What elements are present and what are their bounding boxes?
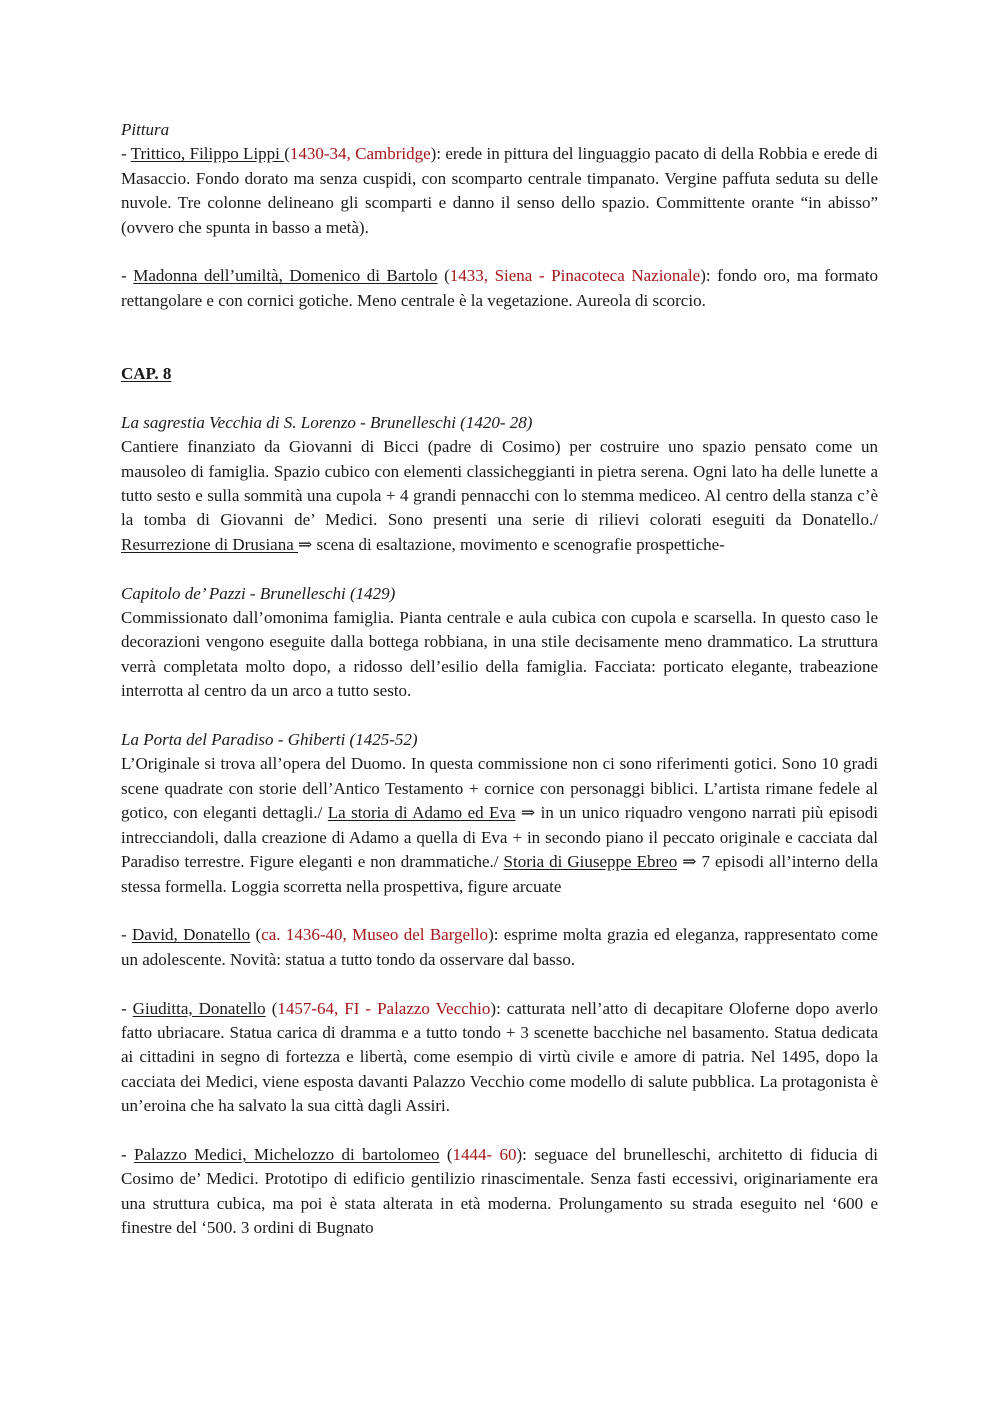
paragraph-pazzi: Commissionato dall’omonima famiglia. Pianta centrale e aula cubica con cupola e scarsella. In questo caso le decorazioni vengono eseguite dalla bottega robbiana, in una stile decisamente meno drammatico. La struttura verrà completata molto dopo, a ridosso dell’esilio della famiglia. Facciata: porticato elegante, trabeazione interrotta al centro da un arco a tutto sesto. (121, 608, 878, 701)
artwork-info: 1444- 60 (452, 1144, 517, 1164)
body-text: L’Originale si trova all’opera del Duomo. In questa commissione non ci sono riferimenti gotici. Sono 10 gradi scene quadrate con storie dell’Antico Testamento + cornice con personaggi biblici. L’artista rimane fedele al gotico, con eleganti dettagli./ (121, 754, 878, 823)
artwork-description: ): esprime molta grazia ed eleganza, rappresentato come un adolescente. Novità: statua a tutto tondo da osservare dal basso. (121, 925, 878, 969)
artwork-description: ): catturata nell’atto di decapitare Oloferne dopo averlo fatto ubriacare. Statua carica di dramma e a tutto tondo + 3 scenette bacchiche nel basamento. Statua dedicata ai cittadini in segno di fortezza e libertà, come esempio di virtù civile e amore di patria. Nel 1495, dopo la cacciata dei Medici, viene esposta davanti Palazzo Vecchio come modello di salute pubblica. La protagonista è un’eroina che ha salvato la sua città dagli Assiri. (121, 998, 878, 1116)
body-text: ⇒ scena di esaltazione, movimento e scenografie prospettiche- (298, 534, 725, 554)
artwork-description: ): fondo oro, ma formato rettangolare e con cornici gotiche. Meno centrale è la vegetazione. Aureola di scorcio. (121, 266, 879, 310)
list-dash: - (121, 998, 133, 1018)
section-heading-pazzi: Capitolo de’ Pazzi - Brunelleschi (1429) (121, 583, 396, 603)
chapter-title: CAP. 8 (121, 364, 172, 384)
artwork-info: 1433, Siena - Pinacoteca Nazionale (449, 266, 701, 286)
paragraph-madonna (121, 264, 878, 313)
artwork-description: ): seguace del brunelleschi, architetto di fiducia di Cosimo de’ Medici. Prototipo di edificio gentilizio rinascimentale. Senza fasti eccessivi, originariamente era una struttura cubica, ma poi è stata alterata in età moderna. Prolungamento su strada eseguito nel ‘600 e finestre del ‘500. 3 ordini di Bugnato (121, 1144, 878, 1238)
artwork-title: Palazzo Medici, Michelozzo di bartolomeo (134, 1144, 440, 1164)
paragraph-trittico (121, 142, 878, 240)
list-dash: - (121, 1144, 134, 1164)
list-dash: - (121, 144, 131, 164)
paren: ( (437, 266, 450, 286)
paragraph-sagrestia (121, 435, 878, 557)
artwork-info: 1457-64, FI - Palazzo Vecchio (277, 998, 491, 1018)
artwork-info: 1430-34, Cambridge (289, 144, 431, 164)
list-dash: - (121, 925, 132, 945)
paragraph-palazzo-medici (121, 1143, 878, 1241)
paragraph-porta (121, 752, 878, 898)
artwork-info: ca. 1436-40, Museo del Bargello (261, 925, 489, 945)
section-heading-porta: La Porta del Paradiso - Ghiberti (1425-52) (121, 730, 418, 750)
artwork-title: Trittico, Filippo Lippi (130, 144, 285, 164)
artwork-title: Resurrezione di Drusiana (121, 534, 299, 554)
body-text: ⇒ in un unico riquadro vengono narrati più episodi intrecciandoli, dalla creazione di Adamo a quella di Eva + in secondo piano il peccato originale e cacciata dal Paradiso terrestre. Figure eleganti e non drammatiche./ (121, 803, 878, 872)
artwork-title: Giuditta, Donatello (132, 998, 266, 1018)
paragraph-giuditta (121, 997, 878, 1119)
paragraph-david (121, 923, 878, 972)
artwork-title: Storia di Giuseppe Ebreo (503, 852, 678, 872)
artwork-title: La storia di Adamo ed Eva (327, 803, 516, 823)
list-dash: - (121, 266, 134, 286)
artwork-title: David, Donatello (132, 925, 251, 945)
page-content (121, 118, 878, 1241)
section-heading-sagrestia: La sagrestia Vecchia di S. Lorenzo - Brunelleschi (1420- 28) (121, 412, 533, 432)
paren: ( (284, 144, 290, 164)
body-text: ⇒ 7 episodi all’interno della stessa formella. Loggia scorretta nella prospettiva, figure arcuate (121, 852, 878, 896)
section-heading-pittura: Pittura (121, 120, 170, 139)
paren: ( (265, 998, 278, 1018)
paren: ( (250, 925, 262, 945)
artwork-description: ): erede in pittura del linguaggio pacato di della Robbia e erede di Masaccio. Fondo dorato ma senza cuspidi, con scomparto centrale timpanato. Vergine paffuta seduta su delle nuvole. Tre colonne delineano gli scomparti e danno il senso dello spazio. Committente orante “in abisso” (ovvero che spunta in basso a metà). (121, 144, 878, 237)
paren: ( (439, 1144, 453, 1164)
artwork-title: Madonna dell’umiltà, Domenico di Bartolo (133, 266, 438, 286)
body-text: Cantiere finanziato da Giovanni di Bicci (padre di Cosimo) per costruire uno spazio pensato come un mausoleo di famiglia. Spazio cubico con elementi classicheggianti in pietra serena. Ogni lato ha delle lunette a tutto sesto e sulla sommità una cupola + 4 grandi pennacchi con lo stemma mediceo. Al centro della stanza c’è la tomba di Giovanni de’ Medici. Sono presenti una serie di rilievi colorati eseguiti da Donatello./ (121, 437, 878, 530)
